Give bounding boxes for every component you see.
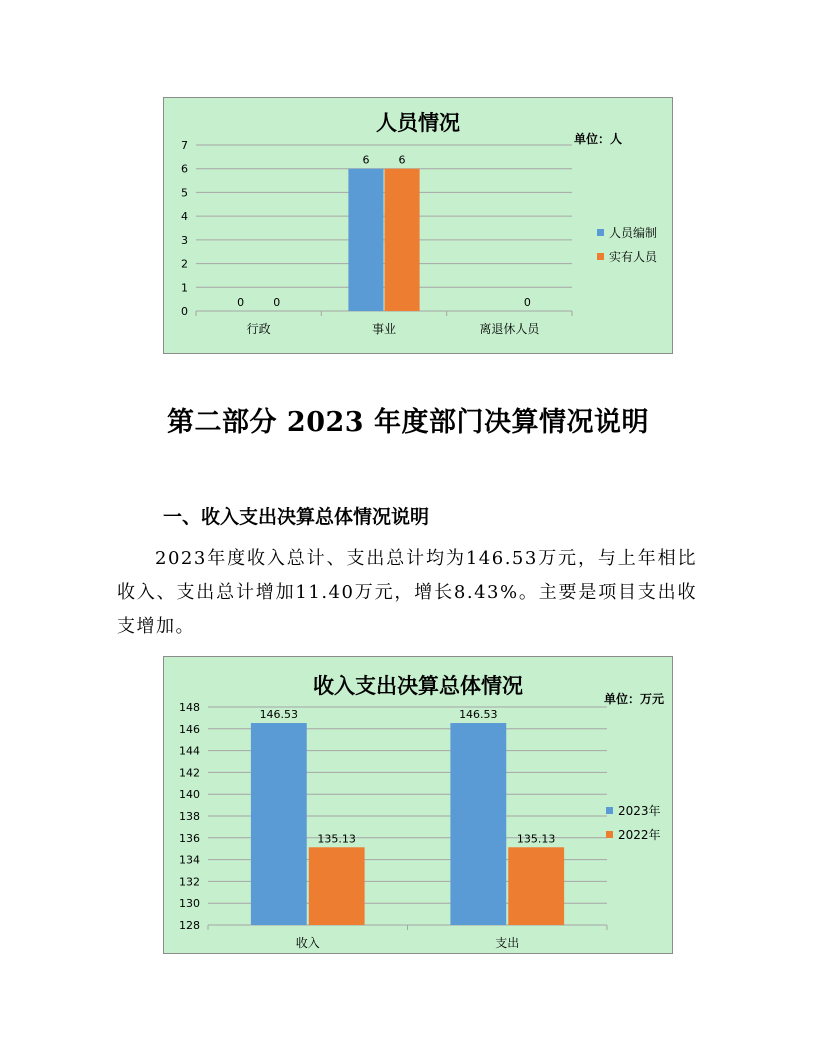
y-tick-label: 6 bbox=[181, 162, 188, 176]
y-tick-label: 140 bbox=[179, 788, 200, 802]
legend-swatch bbox=[606, 807, 613, 814]
bar bbox=[348, 169, 383, 311]
data-label: 135.13 bbox=[317, 832, 356, 846]
chart-legend bbox=[597, 224, 657, 272]
data-label: 146.53 bbox=[459, 708, 498, 722]
chart-plot bbox=[164, 657, 674, 955]
bar bbox=[385, 169, 420, 311]
y-tick-label: 128 bbox=[179, 919, 200, 932]
legend-item bbox=[606, 826, 661, 842]
y-tick-label: 144 bbox=[179, 744, 200, 758]
bar bbox=[508, 847, 564, 925]
legend-swatch bbox=[597, 229, 604, 236]
chart-unit: 单位：人 bbox=[573, 132, 622, 146]
data-label: 6 bbox=[362, 153, 370, 167]
y-tick-label: 7 bbox=[181, 139, 188, 152]
y-tick-label: 5 bbox=[181, 186, 188, 200]
income-expense-chart bbox=[163, 656, 673, 954]
bar bbox=[450, 723, 506, 925]
legend-label: 2022年 bbox=[618, 827, 661, 842]
y-tick-label: 0 bbox=[181, 305, 188, 318]
x-tick-label: 事业 bbox=[371, 322, 397, 336]
chart-title: 人员情况 bbox=[376, 111, 460, 135]
chart-unit: 单位：万元 bbox=[603, 692, 664, 706]
legend-swatch bbox=[597, 253, 604, 260]
legend-item bbox=[597, 248, 657, 264]
x-tick-label: 收入 bbox=[295, 936, 320, 950]
y-tick-label: 2 bbox=[181, 257, 188, 271]
legend-label: 人员编制 bbox=[609, 225, 658, 240]
bar bbox=[309, 847, 365, 925]
staffing-chart bbox=[163, 97, 673, 354]
legend-label: 2023年 bbox=[618, 803, 661, 818]
legend-label: 实有人员 bbox=[609, 249, 658, 264]
chart-legend bbox=[606, 802, 661, 850]
data-label: 135.13 bbox=[516, 832, 556, 846]
y-tick-label: 148 bbox=[179, 701, 200, 714]
y-tick-label: 3 bbox=[181, 233, 188, 247]
y-tick-label: 142 bbox=[179, 766, 200, 780]
y-tick-label: 132 bbox=[179, 875, 200, 889]
y-tick-label: 136 bbox=[179, 831, 200, 845]
legend-item bbox=[606, 802, 661, 818]
y-tick-label: 134 bbox=[179, 853, 200, 867]
data-label: 0 bbox=[237, 296, 245, 309]
data-label: 0 bbox=[273, 296, 281, 309]
y-tick-label: 146 bbox=[179, 722, 200, 736]
body-paragraph: 2023年度收入总计、支出总计均为146.53万元，与上年相比收入、支出总计增加11.40万元，增长8.43%。主要是项目支出收支增加。 bbox=[117, 548, 697, 637]
part-heading: 第二部分 2023 年度部门决算情况说明 bbox=[167, 407, 649, 438]
legend-swatch bbox=[606, 831, 613, 838]
y-tick-label: 138 bbox=[179, 810, 200, 823]
data-label: 146.53 bbox=[259, 708, 299, 722]
chart-title: 收入支出决算总体情况 bbox=[313, 674, 523, 698]
y-tick-label: 1 bbox=[181, 281, 188, 295]
y-tick-label: 130 bbox=[179, 897, 200, 911]
x-tick-label: 离退休人员 bbox=[479, 322, 540, 336]
bar bbox=[251, 723, 307, 925]
x-tick-label: 支出 bbox=[495, 936, 520, 950]
x-tick-label: 行政 bbox=[246, 322, 271, 336]
data-label: 6 bbox=[398, 153, 406, 167]
section-heading: 一、收入支出决算总体情况说明 bbox=[163, 506, 430, 528]
legend-item bbox=[597, 224, 657, 240]
y-tick-label: 4 bbox=[181, 210, 188, 224]
data-label: 0 bbox=[523, 296, 531, 309]
